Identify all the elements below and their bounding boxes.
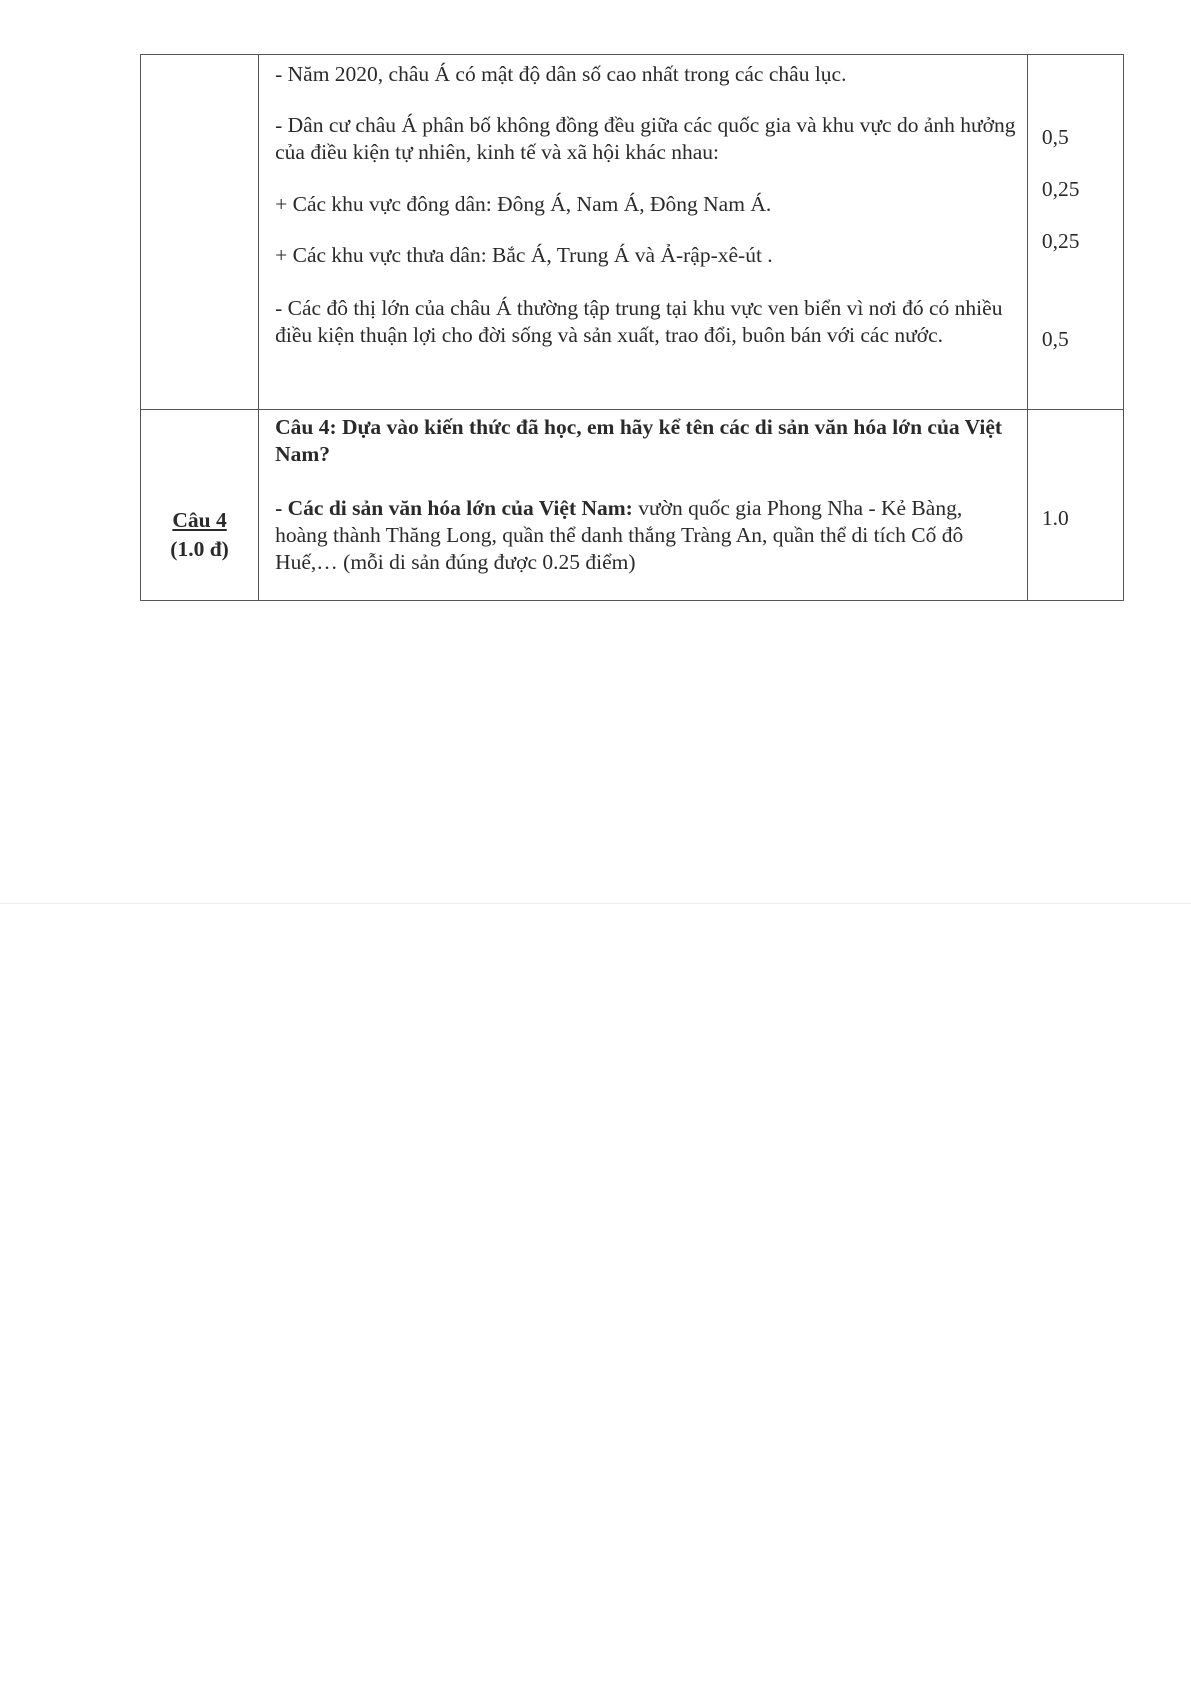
answer-paragraph: - Các đô thị lớn của châu Á thường tập trung tại khu vực ven biển vì nơi đó có nhiều điều kiện thuận lợi cho đời sống và sản xuất, trao đổi, buôn bán với các nước. [275,296,1003,347]
answer-paragraph: + Các khu vực thưa dân: Bắc Á, Trung Á và Ả-rập-xê-út . [275,243,773,267]
table-row [141,410,1124,601]
score-value: 0,25 [1041,229,1080,253]
question-number: Câu 4 [172,508,227,532]
score-cell [1027,55,1123,410]
answer-content-cell [259,55,1028,410]
answer-paragraph: - Dân cư châu Á phân bố không đồng đều giữa các quốc gia và khu vực do ảnh hưởng của điều kiện tự nhiên, kinh tế và xã hội khác nhau: [275,113,1016,164]
answer-key-table [140,54,1124,601]
answer-paragraph [275,495,1019,576]
score-cell [1027,410,1123,601]
answer-paragraph: - Năm 2020, châu Á có mật độ dân số cao nhất trong các châu lục. [275,62,847,86]
question-points: (1.0 đ) [170,537,229,561]
question-text: Câu 4: Dựa vào kiến thức đã học, em hãy kể tên các di sản văn hóa lớn của Việt Nam? [275,415,1003,466]
answer-lead: - Các di sản văn hóa lớn của Việt Nam: [275,496,633,520]
scan-artifact-line [0,903,1191,904]
score-value: 1.0 [1041,506,1069,530]
score-value: 0,5 [1041,327,1069,351]
question-label-cell [141,410,259,601]
answer-content-cell [259,410,1028,601]
table-row [141,55,1124,410]
score-value: 0,25 [1041,177,1080,201]
answer-body: vườn quốc gia Phong Nha - Kẻ Bàng, hoàng thành Thăng Long, quần thể danh thắng Tràng An, quần thể di tích Cố đô Huế,… (mỗi di sản đúng được 0.25 điểm) [275,496,964,574]
score-value: 0,5 [1041,125,1069,149]
answer-paragraph: + Các khu vực đông dân: Đông Á, Nam Á, Đông Nam Á. [275,192,772,216]
question-cell-empty [141,55,259,410]
